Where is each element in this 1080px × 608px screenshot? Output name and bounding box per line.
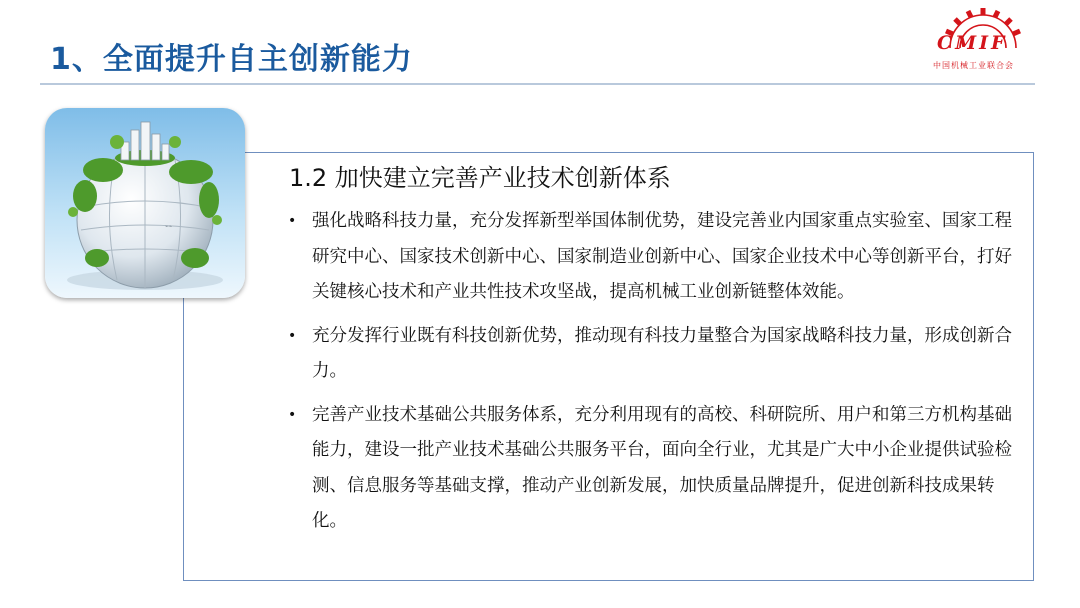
svg-text:⌁⌁: ⌁⌁ [165, 223, 173, 230]
bullet-text: 完善产业技术基础公共服务体系，充分利用现有的高校、科研院所、用户和第三方机构基础能力，建设一批产业技术基础公共服务平台，面向全行业，尤其是广大中小企业提供试验检测、信息服务等基础支撑，推动产业创新发展，加快质量品牌提升，促进创新科技成果转化。 [312, 404, 1012, 531]
green-globe-city-image [45, 108, 245, 298]
title-divider [40, 83, 1035, 85]
bullet-list [287, 204, 1027, 548]
bullet-text: 强化战略科技力量，充分发挥新型举国体制优势，建设完善业内国家重点实验室、国家工程研究中心、国家技术创新中心、国家制造业创新中心、国家企业技术中心等创新平台，打好关键核心技术和产业共性技术攻坚战，提高机械工业创新链整体效能。 [312, 211, 1012, 302]
bullet-item [287, 204, 1027, 311]
bullet-item [287, 319, 1027, 390]
section-heading: 1.2 加快建立完善产业技术创新体系 [289, 164, 671, 192]
bullet-dot: • [288, 327, 297, 344]
bullet-text: 充分发挥行业既有科技创新优势，推动现有科技力量整合为国家战略科技力量，形成创新合力。 [312, 325, 1012, 381]
bullet-dot: • [288, 406, 297, 423]
bullet-item [287, 398, 1027, 540]
logo-text: CMIF [937, 32, 1008, 54]
bullet-dot: • [288, 213, 297, 229]
logo-caption: 中国机械工业联合会 [933, 61, 1014, 70]
slide-title: 1、全面提升自主创新能力 [50, 42, 413, 77]
cmif-logo [925, 4, 1035, 76]
